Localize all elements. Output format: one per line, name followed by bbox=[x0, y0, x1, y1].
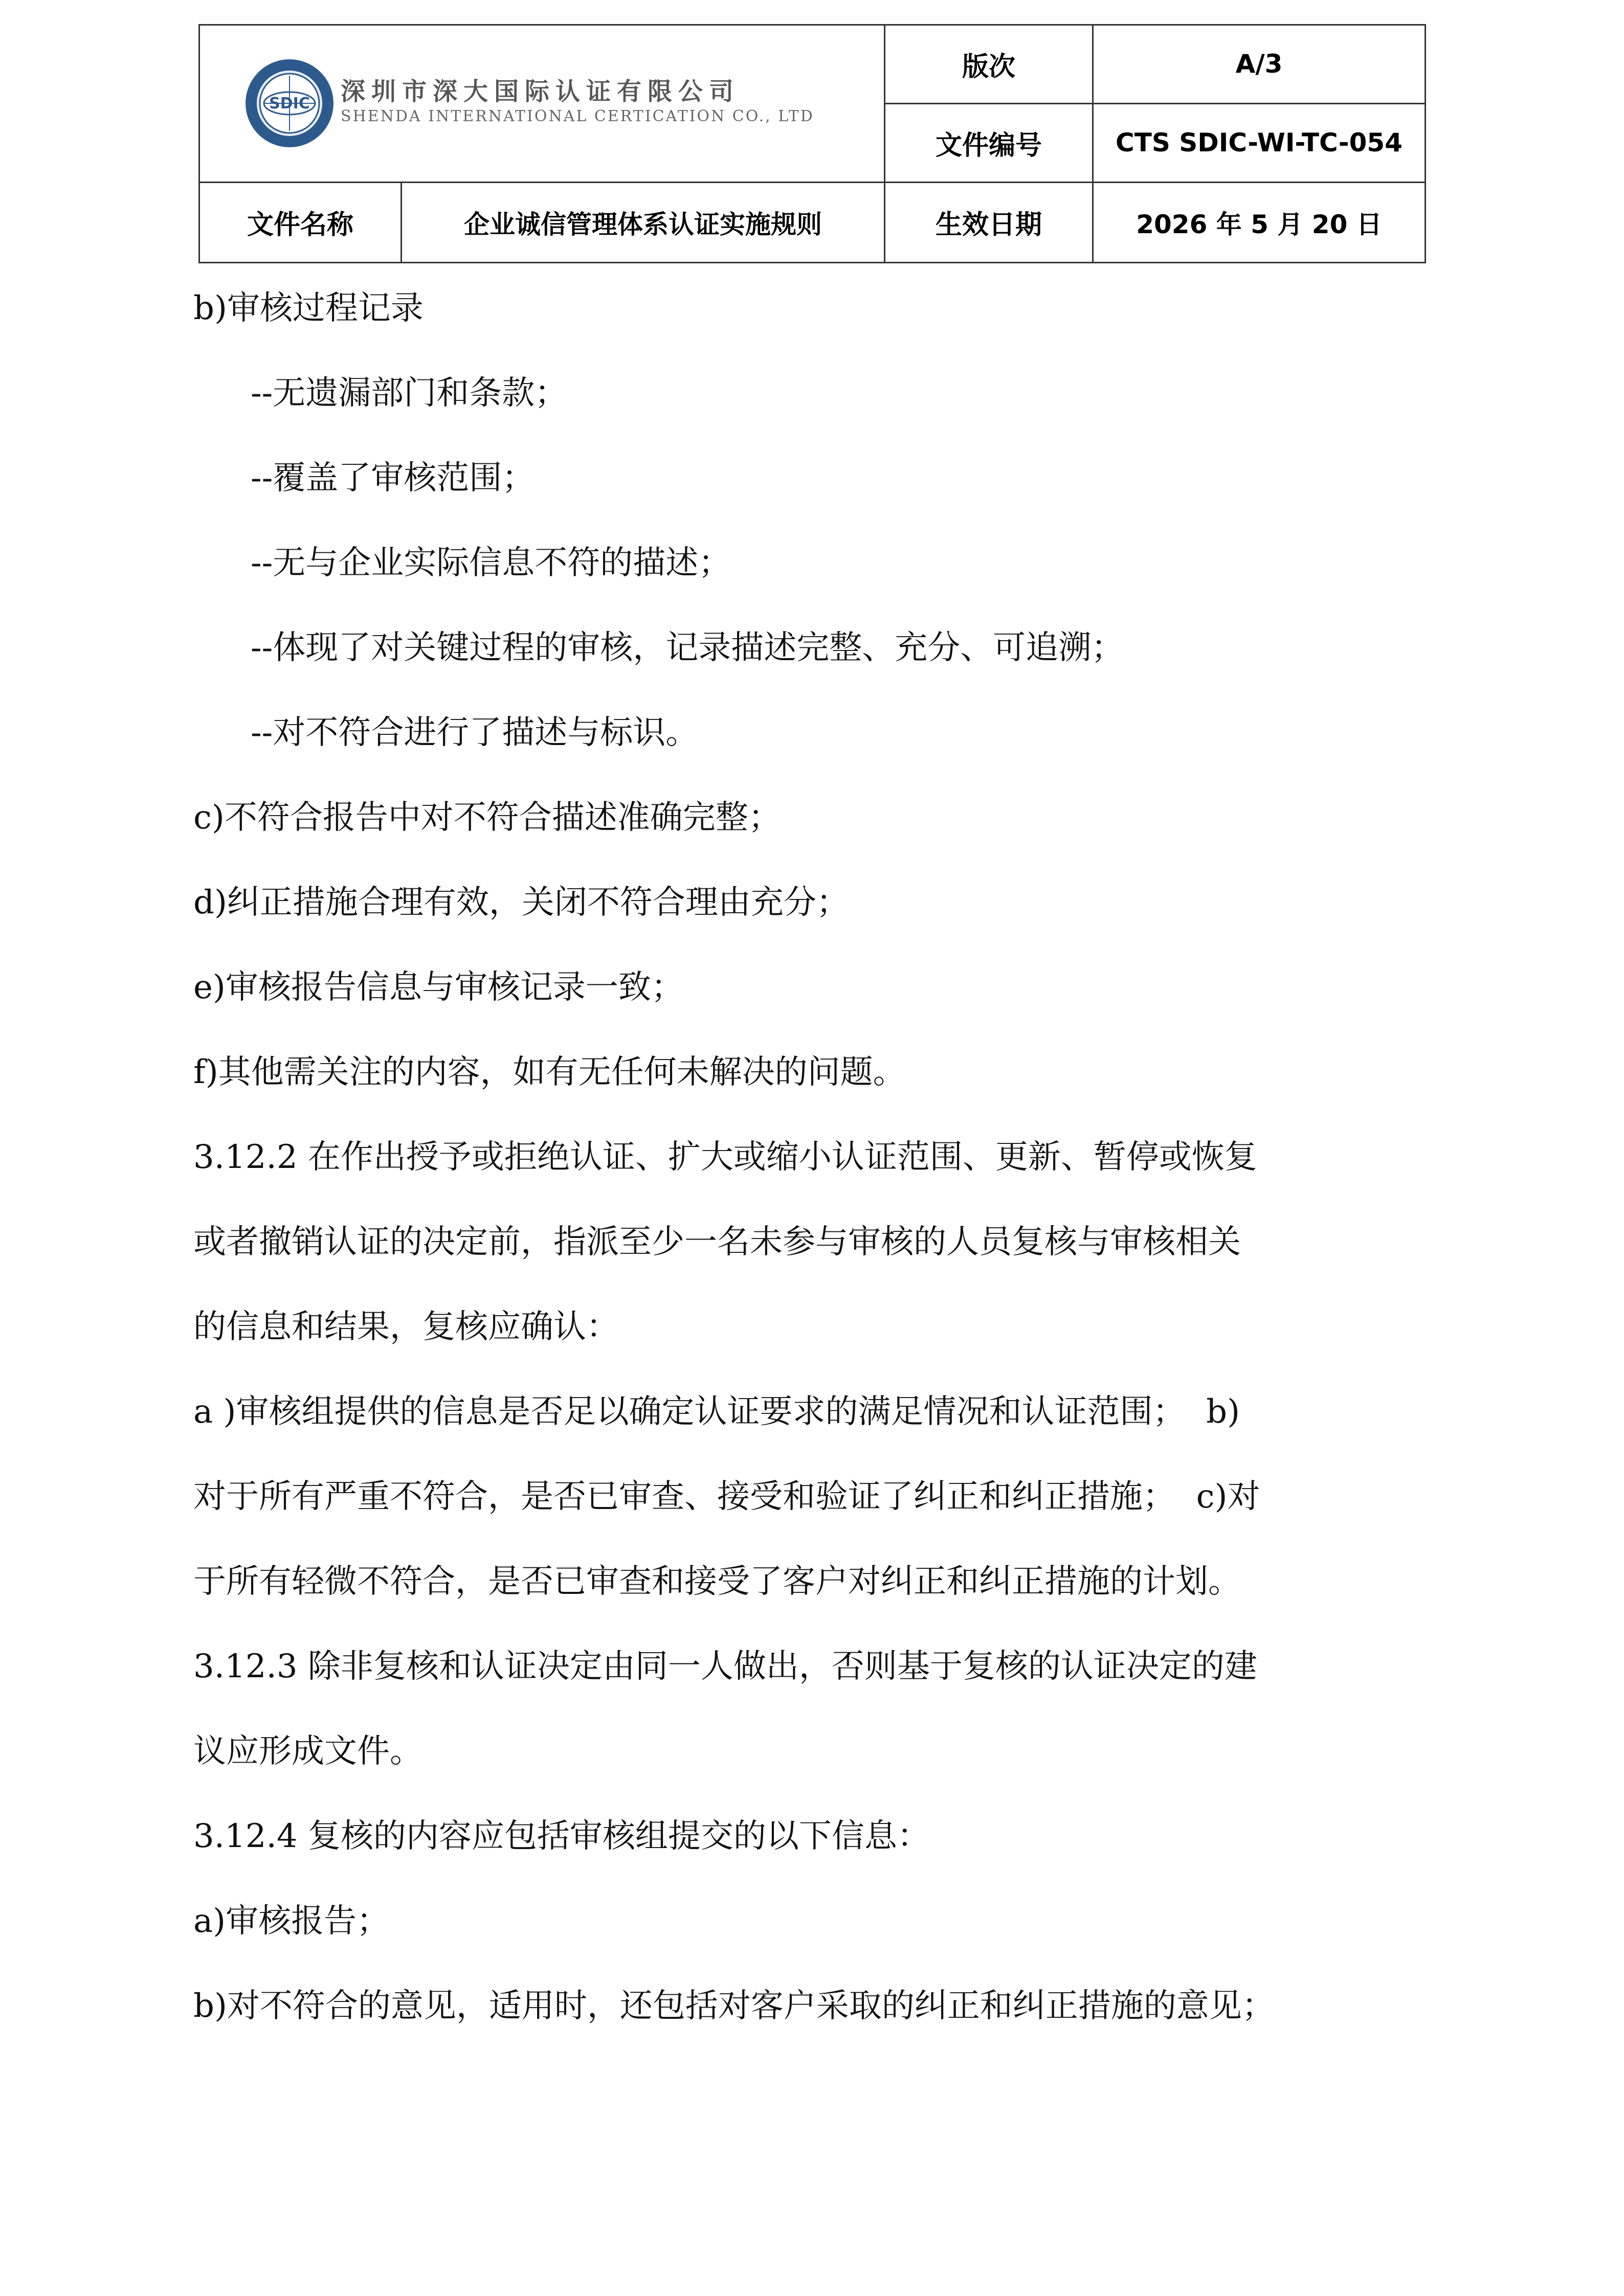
body-line: --无与企业实际信息不符的描述； bbox=[251, 544, 731, 582]
company-seal-icon bbox=[243, 57, 336, 149]
body-line: --对不符合进行了描述与标识。 bbox=[251, 714, 699, 752]
body-line: 3.12.2 在作出授予或拒绝认证、扩大或缩小认证范围、更新、暂停或恢复 bbox=[193, 1138, 1257, 1176]
document-number-value: CTS SDIC-WI-TC-054 bbox=[1093, 103, 1426, 182]
document-name-value: 企业诚信管理体系认证实施规则 bbox=[402, 182, 885, 262]
body-line: 3.12.3 除非复核和认证决定由同一人做出，否则基于复核的认证决定的建 bbox=[193, 1648, 1257, 1685]
body-line: f)其他需关注的内容，如有无任何未解决的问题。 bbox=[193, 1053, 906, 1091]
body-line: 对于所有严重不符合，是否已审查、接受和验证了纠正和纠正措施； c)对 bbox=[193, 1478, 1260, 1516]
document-name-label: 文件名称 bbox=[199, 182, 402, 262]
body-line: 的信息和结果，复核应确认： bbox=[193, 1308, 619, 1346]
document-header-table bbox=[198, 24, 1426, 263]
body-line: b)审核过程记录 bbox=[193, 289, 424, 327]
body-line: 于所有轻微不符合，是否已审查和接受了客户对纠正和纠正措施的计划。 bbox=[193, 1563, 1241, 1601]
version-value: A/3 bbox=[1093, 25, 1426, 104]
version-label: 版次 bbox=[885, 25, 1093, 104]
body-line: --无遗漏部门和条款； bbox=[251, 374, 568, 412]
company-name-en: SHENDA INTERNATIONAL CERTICATION CO., LTD bbox=[341, 107, 814, 125]
body-line: c)不符合报告中对不符合描述准确完整； bbox=[193, 799, 781, 837]
effective-date-value: 2026 年 5 月 20 日 bbox=[1093, 182, 1426, 262]
document-body bbox=[193, 276, 1452, 2059]
body-line: 或者撤销认证的决定前，指派至少一名未参与审核的人员复核与审核相关 bbox=[193, 1223, 1241, 1261]
body-line: --体现了对关键过程的审核，记录描述完整、充分、可追溯； bbox=[251, 629, 1124, 667]
body-line: a )审核组提供的信息是否足以确定认证要求的满足情况和认证范围； b) bbox=[193, 1393, 1240, 1431]
company-logo-cell bbox=[199, 25, 885, 183]
company-name-cn: 深圳市深大国际认证有限公司 bbox=[341, 77, 740, 106]
body-line: --覆盖了审核范围； bbox=[251, 459, 535, 497]
effective-date-label: 生效日期 bbox=[885, 182, 1093, 262]
logo-text: SDIC bbox=[269, 95, 310, 112]
body-line: b)对不符合的意见，适用时，还包括对客户采取的纠正和纠正措施的意见； bbox=[193, 1987, 1275, 2025]
body-line: 议应形成文件。 bbox=[193, 1732, 422, 1770]
body-line: 3.12.4 复核的内容应包括审核组提交的以下信息： bbox=[193, 1817, 930, 1855]
document-number-label: 文件编号 bbox=[885, 103, 1093, 182]
body-line: d)纠正措施合理有效，关闭不符合理由充分； bbox=[193, 884, 849, 921]
body-line: e)审核报告信息与审核记录一致； bbox=[193, 969, 684, 1006]
body-line: a)审核报告； bbox=[193, 1902, 390, 1940]
